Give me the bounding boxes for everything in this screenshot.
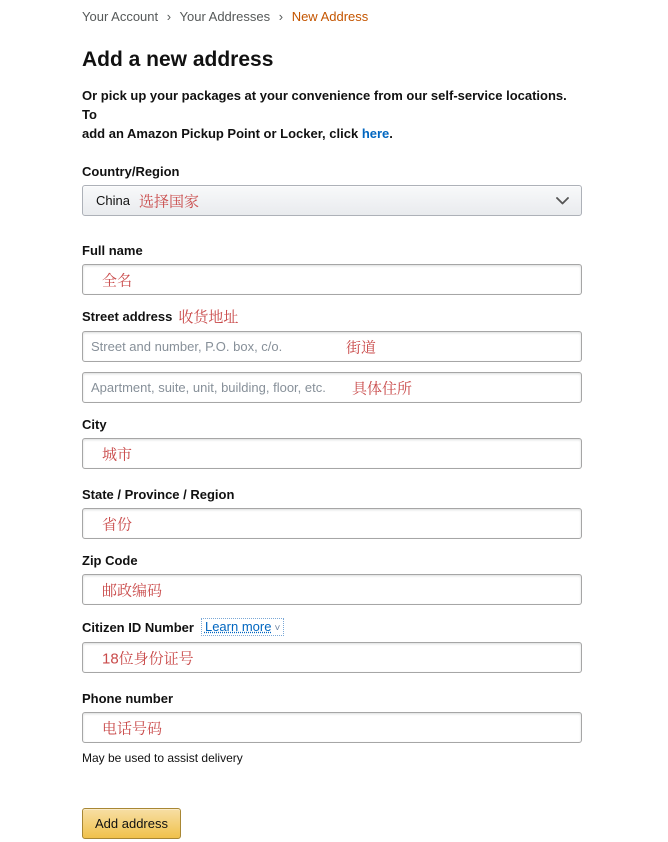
country-select-wrap (82, 185, 582, 216)
city-label: City (82, 417, 107, 432)
breadcrumb-new-address: New Address (291, 9, 369, 24)
pickup-locker-here-link[interactable]: here (361, 126, 390, 141)
city-translation-annotation: 城市 (102, 446, 133, 463)
phone-input[interactable] (82, 712, 582, 743)
intro-suffix: . (389, 126, 393, 141)
country-select[interactable] (82, 185, 582, 216)
citizen-id-label: Citizen ID Number (82, 620, 194, 635)
breadcrumb-your-account[interactable]: Your Account (82, 9, 159, 24)
street-line2-wrap (82, 372, 582, 403)
intro-line1: Or pick up your packages at your convenience from our self-service locations. To (82, 88, 567, 122)
phone-input-wrap (82, 712, 582, 743)
zip-code-field (82, 552, 582, 605)
street-address-label: Street address (82, 309, 173, 324)
state-input-wrap (82, 508, 582, 539)
country-field (82, 163, 582, 216)
phone-field (82, 690, 582, 765)
full-name-field (82, 242, 582, 295)
country-label: Country/Region (82, 164, 180, 179)
zip-code-label: Zip Code (82, 553, 138, 568)
breadcrumb-separator: › (278, 9, 284, 24)
citizen-id-input[interactable] (82, 642, 582, 673)
breadcrumb (82, 8, 582, 26)
citizen-id-translation-annotation: 18位身份证号 (102, 650, 194, 667)
citizen-id-input-wrap (82, 642, 582, 673)
phone-label: Phone number (82, 691, 174, 706)
zip-code-input[interactable] (82, 574, 582, 605)
add-address-button[interactable]: Add address (82, 808, 181, 839)
city-input-wrap (82, 438, 582, 469)
learn-more-link[interactable] (201, 618, 284, 636)
street-line1-wrap (82, 331, 582, 362)
phone-helper-text: May be used to assist delivery (82, 751, 243, 765)
learn-more-label: Learn more (204, 619, 272, 634)
page-title: Add a new address (82, 48, 274, 71)
full-name-label: Full name (82, 243, 143, 258)
state-label: State / Province / Region (82, 487, 235, 502)
street-line1-input[interactable] (82, 331, 582, 362)
breadcrumb-your-addresses[interactable]: Your Addresses (179, 9, 271, 24)
street-line2-input[interactable] (82, 372, 582, 403)
full-name-input-wrap (82, 264, 582, 295)
breadcrumb-separator: › (166, 9, 172, 24)
zip-translation-annotation: 邮政编码 (102, 582, 163, 599)
zip-input-wrap (82, 574, 582, 605)
submit-row (82, 808, 582, 839)
city-field (82, 416, 582, 469)
city-input[interactable] (82, 438, 582, 469)
citizen-id-field (82, 618, 582, 673)
street-label-translation-annotation: 收货地址 (178, 309, 239, 326)
street-address-field (82, 308, 582, 403)
street-line1-translation-annotation: 街道 (346, 339, 377, 356)
phone-translation-annotation: 电话号码 (102, 720, 163, 737)
intro-text (82, 86, 582, 143)
chevron-down-icon: ˅ (274, 623, 281, 634)
full-name-translation-annotation: 全名 (102, 272, 133, 289)
state-field (82, 486, 582, 539)
intro-line2: add an Amazon Pickup Point or Locker, click (82, 126, 362, 141)
state-input[interactable] (82, 508, 582, 539)
street-line2-translation-annotation: 具体住所 (352, 380, 413, 397)
full-name-input[interactable] (82, 264, 582, 295)
country-translation-annotation: 选择国家 (139, 193, 200, 210)
state-translation-annotation: 省份 (102, 516, 133, 533)
